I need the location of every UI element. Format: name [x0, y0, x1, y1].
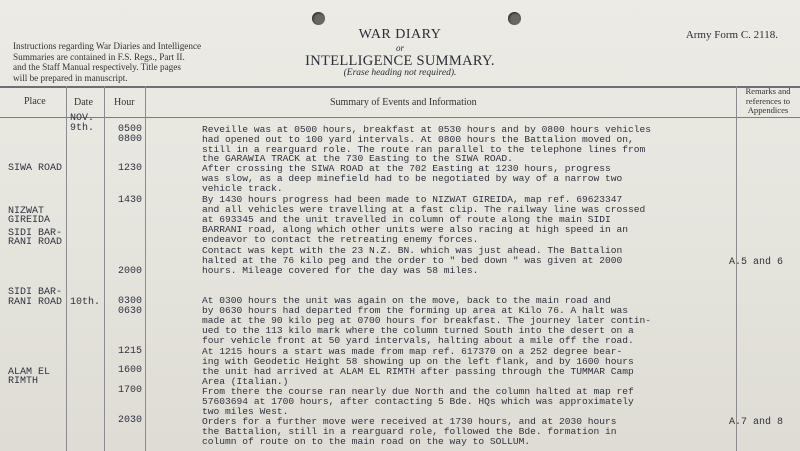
- summary-line: Contact was kept with the 23 N.Z. BN. which was just ahead. The Battalion: [202, 245, 623, 256]
- hour-entry: 1700: [118, 385, 143, 396]
- column-divider: [736, 86, 737, 451]
- hour-entry: 2030: [118, 415, 143, 426]
- place-entry: RANI ROAD: [8, 237, 63, 248]
- title-or: or: [395, 43, 404, 53]
- summary-line: After crossing the SIWA ROAD at the 702 Easting at 1230 hours, progress: [202, 163, 611, 174]
- summary-line: ued to the 113 kilo mark where the column turned South into the desert on a: [202, 325, 634, 336]
- summary-line: made at the 90 kilo peg at 0700 hours for breakfast. The journey later contin-: [202, 315, 652, 326]
- col-date: Date: [74, 97, 93, 108]
- hour-entry: 1430: [118, 195, 143, 206]
- summary-line: vehicle track.: [202, 183, 283, 194]
- date-entry: 9th.: [70, 123, 95, 134]
- hour-entry: 0500: [118, 124, 143, 135]
- summary-line: At 0300 hours the unit was again on the move, back to the main road and: [202, 295, 611, 306]
- summary-line: At 1215 hours a start was made from map ref. 617370 on a 252 degree bear-: [202, 346, 623, 357]
- place-entry: RIMTH: [8, 376, 39, 387]
- punch-hole: [508, 12, 521, 25]
- title-war-diary: WAR DIARY: [358, 27, 442, 42]
- summary-line: 57603694 at 1700 hours, after contacting 5 Bde. HQs which was approximately: [202, 396, 634, 407]
- summary-line: Orders for a further move were received at 1730 hours, and at 2030 hours: [202, 416, 617, 427]
- place-entry: SIDI BAR-: [8, 287, 63, 298]
- erase-note: (Erase heading not required).: [343, 68, 457, 78]
- column-divider: [145, 86, 146, 451]
- place-entry: NIZWAT: [8, 206, 45, 217]
- instructions-note: Instructions regarding War Diaries and Intelligence Summaries are contained in F.S. Regs., Part II. and the Staff Manual respectively. Title pages will be prepared in manuscript.: [13, 41, 202, 83]
- date-entry: NOV.: [70, 113, 95, 124]
- summary-line: and all vehicles were travelling at a fast clip. The railway line was crossed: [202, 204, 646, 215]
- summary-line: still in a rearguard role. The route ran parallel to the telephone lines from: [202, 144, 646, 155]
- place-entry: ALAM EL: [8, 367, 51, 378]
- summary-line: the GARAWIA TRACK at the 730 Easting to the SIWA ROAD.: [202, 153, 513, 164]
- date-entry: 10th.: [70, 297, 101, 308]
- hour-entry: 0300: [118, 296, 143, 307]
- place-entry: SIWA ROAD: [8, 163, 63, 174]
- hour-entry: 0800: [118, 134, 143, 145]
- remark-entry: A.7 and 8: [729, 417, 784, 428]
- hour-entry: 2000: [118, 266, 143, 277]
- summary-line: two miles West.: [202, 406, 289, 417]
- table-top-rule: [0, 86, 800, 88]
- summary-line: by 0630 hours had departed from the forming up area at Kilo 76. A halt was: [202, 305, 629, 316]
- summary-line: Reveille was at 0500 hours, breakfast at 0530 hours and by 0800 hours vehicles: [202, 124, 652, 135]
- hour-entry: 1600: [118, 365, 143, 376]
- col-hour: Hour: [114, 97, 135, 108]
- header-bottom-rule: [0, 117, 800, 118]
- punch-hole: [312, 12, 325, 25]
- col-place: Place: [24, 96, 46, 107]
- summary-line: hours. Mileage covered for the day was 58 miles.: [202, 265, 479, 276]
- hour-entry: 0630: [118, 306, 143, 317]
- summary-line: ing with Geodetic Height 58 showing up on the left flank, and by 1600 hours: [202, 356, 634, 367]
- summary-line: halted at the 76 kilo peg and the order to " bed down " was given at 2000: [202, 255, 623, 266]
- summary-line: at 693345 and the unit travelled in column of route along the main SIDI: [202, 214, 611, 225]
- summary-line: By 1430 hours progress had been made to NIZWAT GIREIDA, map ref. 69623347: [202, 194, 623, 205]
- column-divider: [66, 86, 67, 451]
- summary-line: From there the course ran nearly due North and the column halted at map ref: [202, 386, 634, 397]
- hour-entry: 1230: [118, 163, 143, 174]
- col-summary: Summary of Events and Information: [330, 97, 477, 108]
- summary-line: column of route on to the main road on the way to SOLLUM.: [202, 436, 531, 447]
- summary-line: was slow, as a deep minefield had to be negotiated by way of a narrow two: [202, 173, 623, 184]
- summary-line: had opened out to 100 yard intervals. At 0800 hours the Battalion moved on,: [202, 134, 634, 145]
- summary-line: endeavor to contact the retreating enemy forces.: [202, 234, 479, 245]
- col-remarks: Remarks and references to Appendices: [745, 86, 791, 115]
- summary-line: four vehicle front at 50 yard intervals, halting about a mile off the road.: [202, 335, 634, 346]
- summary-line: the Battalion, still in a rearguard role, followed the Bde. formation in: [202, 426, 617, 437]
- column-divider: [104, 86, 105, 451]
- summary-line: Area (Italian.): [202, 376, 289, 387]
- army-form-number: Army Form C. 2118.: [685, 29, 778, 41]
- place-entry: SIDI BAR-: [8, 228, 63, 239]
- summary-line: BARRANI road, along which other units were also racing at high speed in an: [202, 224, 629, 235]
- title-intelligence-summary: INTELLIGENCE SUMMARY.: [305, 53, 495, 69]
- hour-entry: 1215: [118, 346, 143, 357]
- place-entry: RANI ROAD: [8, 297, 63, 308]
- remark-entry: A.5 and 6: [729, 257, 784, 268]
- place-entry: GIREIDA: [8, 215, 51, 226]
- summary-line: the unit had arrived at ALAM EL RIMTH after passing through the TUMMAR Camp: [202, 366, 634, 377]
